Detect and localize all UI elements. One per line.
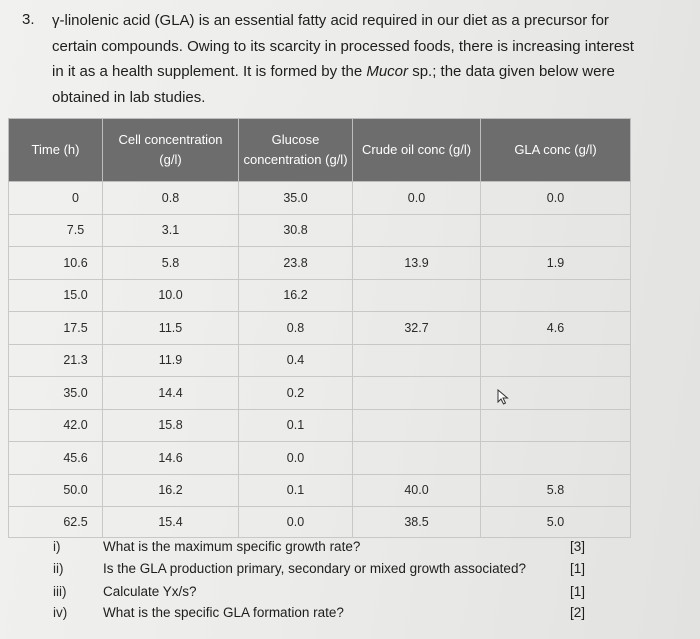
cell-cell-conc: 14.6	[103, 442, 239, 475]
cell-crude-oil: 0.0	[353, 182, 481, 215]
table-row	[9, 344, 631, 377]
table-row	[9, 182, 631, 215]
cell-time: 21.3	[9, 344, 103, 377]
cell-crude-oil	[353, 442, 481, 475]
question-text	[52, 8, 642, 110]
cell-crude-oil	[353, 279, 481, 312]
cell-cell-conc: 15.4	[103, 507, 239, 538]
cell-time: 7.5	[9, 214, 103, 247]
cell-glucose: 30.8	[239, 214, 353, 247]
cell-cell-conc: 0.8	[103, 182, 239, 215]
cell-crude-oil	[353, 214, 481, 247]
subquestion-item	[0, 558, 700, 580]
cell-cell-conc: 16.2	[103, 474, 239, 507]
cell-time: 10.6	[9, 247, 103, 280]
cell-crude-oil	[353, 344, 481, 377]
cell-cell-conc: 15.8	[103, 409, 239, 442]
table-row	[9, 377, 631, 410]
cell-glucose: 0.1	[239, 474, 353, 507]
cell-time: 15.0	[9, 279, 103, 312]
cell-crude-oil	[353, 409, 481, 442]
subquestion-text: What is the maximum specific growth rate?	[103, 539, 361, 554]
subquestion-item	[0, 581, 700, 603]
cell-gla: 5.0	[481, 507, 631, 538]
header-cell-concentration: Cell concentration (g/l)	[103, 119, 239, 182]
table-row	[9, 312, 631, 345]
mouse-cursor-icon	[497, 389, 511, 405]
cell-gla	[481, 442, 631, 475]
cell-time: 50.0	[9, 474, 103, 507]
cell-cell-conc: 14.4	[103, 377, 239, 410]
cell-gla: 4.6	[481, 312, 631, 345]
cell-time: 62.5	[9, 507, 103, 538]
subquestion-text: Is the GLA production primary, secondary or mixed growth associated?	[103, 561, 526, 576]
cell-crude-oil: 38.5	[353, 507, 481, 538]
question-text-intro: γ-linolenic acid (GLA) is an essential fatty acid required in our diet as a precursor for certain compounds. Owing to its scarcity in processed foods, there is increasing interest in it as a health supplement. It is formed by the	[52, 12, 634, 80]
cell-glucose: 0.0	[239, 507, 353, 538]
cell-crude-oil: 13.9	[353, 247, 481, 280]
cell-glucose: 0.0	[239, 442, 353, 475]
table-row	[9, 507, 631, 538]
cell-gla	[481, 214, 631, 247]
cell-gla: 0.0	[481, 182, 631, 215]
cell-time: 0	[9, 182, 103, 215]
subquestion-marks: [1]	[570, 584, 586, 599]
table-row	[9, 279, 631, 312]
cell-gla	[481, 409, 631, 442]
cell-time: 45.6	[9, 442, 103, 475]
subquestion-number: ii)	[53, 561, 64, 576]
table-row	[9, 214, 631, 247]
cell-glucose: 0.4	[239, 344, 353, 377]
subquestion-text: Calculate Yx/s?	[103, 584, 197, 599]
subquestion-marks: [1]	[570, 561, 586, 576]
cell-crude-oil: 32.7	[353, 312, 481, 345]
subquestion-marks: [3]	[570, 539, 586, 554]
question-number: 3.	[22, 11, 35, 28]
organism-name: Mucor	[366, 63, 409, 80]
subquestion-number: iv)	[53, 605, 68, 620]
cell-glucose: 35.0	[239, 182, 353, 215]
cell-glucose: 0.1	[239, 409, 353, 442]
cell-cell-conc: 3.1	[103, 214, 239, 247]
cell-glucose: 16.2	[239, 279, 353, 312]
cell-glucose: 0.8	[239, 312, 353, 345]
cell-glucose: 23.8	[239, 247, 353, 280]
table-row	[9, 474, 631, 507]
cell-time: 35.0	[9, 377, 103, 410]
cell-gla: 5.8	[481, 474, 631, 507]
subquestion-item	[0, 602, 700, 624]
header-crude-oil-conc: Crude oil conc (g/l)	[353, 119, 481, 182]
subquestion-marks: [2]	[570, 605, 586, 620]
cell-time: 17.5	[9, 312, 103, 345]
header-gla-conc: GLA conc (g/l)	[481, 119, 631, 182]
data-table	[8, 118, 631, 538]
table-header-row	[9, 119, 631, 182]
table-row	[9, 409, 631, 442]
table-row	[9, 442, 631, 475]
subquestion-number: iii)	[53, 584, 67, 599]
subquestion-text: What is the specific GLA formation rate?	[103, 605, 344, 620]
cell-glucose: 0.2	[239, 377, 353, 410]
cell-gla	[481, 344, 631, 377]
header-time: Time (h)	[9, 119, 103, 182]
cell-crude-oil	[353, 377, 481, 410]
subquestion-number: i)	[53, 539, 61, 554]
cell-cell-conc: 10.0	[103, 279, 239, 312]
cell-cell-conc: 11.5	[103, 312, 239, 345]
cell-crude-oil: 40.0	[353, 474, 481, 507]
cell-cell-conc: 5.8	[103, 247, 239, 280]
cell-time: 42.0	[9, 409, 103, 442]
cell-cell-conc: 11.9	[103, 344, 239, 377]
subquestion-item	[0, 536, 700, 558]
cell-gla: 1.9	[481, 247, 631, 280]
cell-gla	[481, 279, 631, 312]
table-row	[9, 247, 631, 280]
question-text-end: sp.; the data given below were obtained in lab studies.	[52, 63, 615, 106]
header-glucose-concentration: Glucose concentration (g/l)	[239, 119, 353, 182]
